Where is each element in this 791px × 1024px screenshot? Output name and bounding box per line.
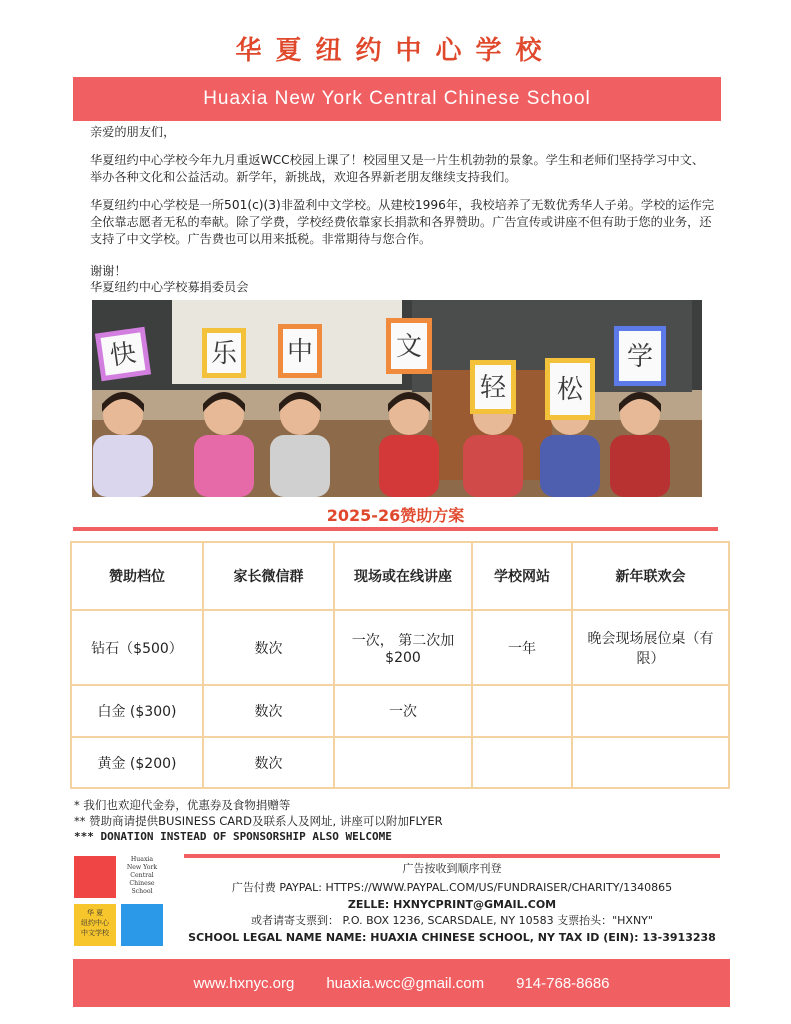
table-cell: 数次	[203, 737, 334, 788]
section-divider	[73, 527, 718, 531]
footer-website-link[interactable]: www.hxnyc.org	[193, 974, 295, 992]
table-cell: 一次， 第二次加$200	[334, 610, 472, 685]
table-cell: 黄金 ($200)	[71, 737, 203, 788]
character-sign	[386, 318, 432, 374]
table-cell	[472, 737, 572, 788]
child-figure	[463, 435, 523, 497]
child-figure	[540, 435, 600, 497]
child-figure	[379, 435, 439, 497]
sign-character: 松	[556, 375, 584, 405]
table-header-cell: 现场或在线讲座	[334, 542, 472, 610]
school-name-banner	[73, 77, 721, 121]
logo-cn-line: 纽约中心	[81, 919, 109, 927]
letter-signature: 华夏纽约中心学校募捐委员会	[90, 280, 249, 294]
students-photo	[92, 300, 702, 497]
sponsorship-plan-title: 2025-26赞助方案	[326, 506, 465, 525]
table-cell	[572, 737, 729, 788]
letter-thanks: 谢谢！	[90, 264, 127, 278]
table-cell	[334, 737, 472, 788]
logo-cn-line: 中文学校	[81, 929, 109, 937]
logo-text-line: Central	[130, 872, 154, 879]
table-cell: 白金 ($300)	[71, 685, 203, 737]
sign-character: 轻	[479, 373, 507, 403]
school-chinese-title: 华夏纽约中心学校	[235, 36, 556, 66]
logo-text-line: Huaxia	[130, 856, 154, 863]
character-sign	[202, 328, 246, 378]
table-row	[71, 610, 729, 685]
table-row	[71, 737, 729, 788]
sign-character: 快	[108, 338, 139, 372]
letter-greeting: 亲爱的朋友们，	[90, 125, 176, 139]
logo-english-text	[121, 856, 163, 896]
footer-email-link[interactable]: huaxia.wcc@gmail.com	[326, 974, 485, 992]
banner-text: Huaxia New York Central Chinese School	[203, 88, 591, 109]
logo-cn-line: 华 夏	[86, 909, 104, 917]
table-cell: 一次	[334, 685, 472, 737]
logo-text-line: New York	[126, 864, 158, 871]
character-sign	[614, 326, 666, 386]
ad-legal-name: SCHOOL LEGAL NAME NAME: HUAXIA CHINESE SCHOOL, NY TAX ID (EIN): 13-3913238	[188, 931, 716, 944]
logo-yellow-square	[74, 904, 116, 946]
sign-character: 中	[286, 337, 314, 367]
child-figure	[194, 435, 254, 497]
ad-zelle: ZELLE: HXNYCPRINT@GMAIL.COM	[347, 898, 557, 911]
table-header-row	[71, 542, 729, 610]
logo-blue-square	[121, 904, 163, 946]
table-cell: 钻石（$500）	[71, 610, 203, 685]
footer-phone: 914-768-8686	[516, 974, 610, 992]
table-cell: 晚会现场展位桌（有限）	[572, 610, 729, 685]
table-header-cell: 新年联欢会	[572, 542, 729, 610]
ad-paypal: 广告付费 PAYPAL: HTTPS://WWW.PAYPAL.COM/US/FUNDRAISER/CHARITY/1340865	[231, 881, 673, 894]
ad-order-note: 广告按收到顺序刊登	[402, 862, 502, 875]
note-business-card: ** 赞助商请提供BUSINESS CARD及联系人及网址, 讲座可以附加FLYER	[74, 814, 443, 828]
letter-paragraph-2: 华夏纽约中心学校是一所501(c)(3)非盈利中文学校。从建校1996年，我校培养了无数优秀华人子弟。学校的运作完全依靠志愿者无私的奉献。除了学费，学校经费依靠家长捐款和各界赞助。广告宣传或讲座不但有助于您的业务，还支持了中文学校。广告费也可以用来抵税。非常期待与您合作。	[90, 198, 715, 246]
table-cell: 数次	[203, 610, 334, 685]
note-donation: *** DONATION INSTEAD OF SPONSORSHIP ALSO WELCOME	[74, 830, 392, 843]
sponsorship-table	[70, 541, 730, 789]
child-figure	[270, 435, 330, 497]
letter-paragraph-1: 华夏纽约中心学校今年九月重返WCC校园上课了！校园里又是一片生机勃勃的景象。学生和老师们坚持学习中文、举办各种文化和公益活动。新学年，新挑战，欢迎各界新老朋友继续支持我们。	[90, 153, 705, 184]
table-row	[71, 685, 729, 737]
ad-check-address: 或者请寄支票到： P.O. BOX 1236, SCARSDALE, NY 10583 支票抬头："HXNY"	[251, 914, 653, 927]
sign-character: 文	[395, 332, 423, 362]
table-header-cell: 家长微信群	[203, 542, 334, 610]
logo-text-line: School	[131, 888, 153, 895]
logo-red-square	[74, 856, 116, 898]
table-cell	[472, 685, 572, 737]
sign-character: 学	[626, 342, 654, 372]
character-sign	[470, 360, 516, 414]
note-vouchers: * 我们也欢迎代金券，优惠券及食物捐赠等	[74, 798, 291, 812]
table-cell	[572, 685, 729, 737]
character-sign	[278, 324, 322, 378]
ad-divider	[184, 854, 720, 858]
table-cell: 数次	[203, 685, 334, 737]
classroom-illustration	[92, 300, 702, 497]
logo-text-line: Chinese	[129, 880, 155, 887]
table-header-cell: 学校网站	[472, 542, 572, 610]
character-sign	[95, 327, 151, 381]
sign-character: 乐	[210, 339, 238, 369]
child-figure	[93, 435, 153, 497]
character-sign	[545, 358, 595, 420]
contact-footer	[73, 959, 730, 1007]
child-figure	[610, 435, 670, 497]
table-header-cell: 赞助档位	[71, 542, 203, 610]
table-cell: 一年	[472, 610, 572, 685]
